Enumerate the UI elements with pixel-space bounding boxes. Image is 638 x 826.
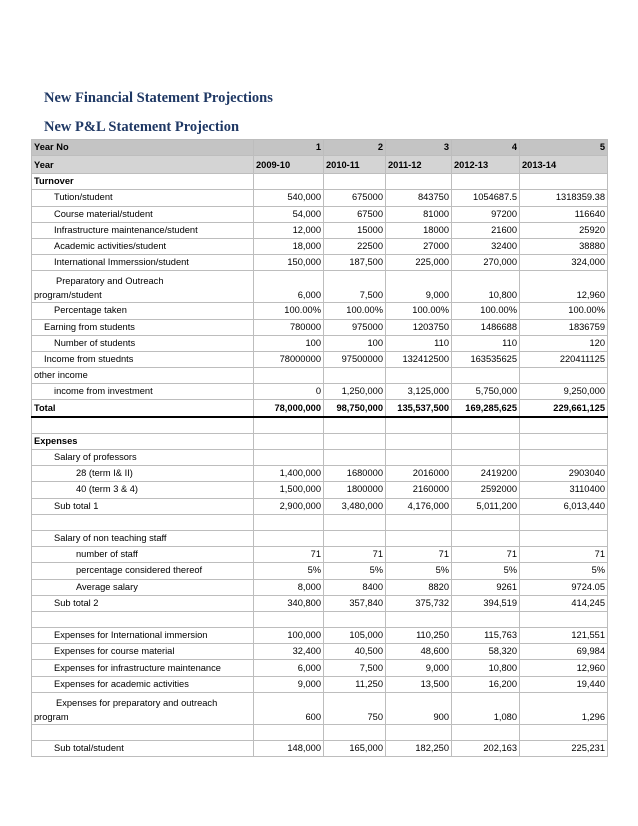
value-cell: 25920 <box>520 222 608 238</box>
row-label-line: program/student <box>34 290 102 301</box>
row-label <box>32 514 254 530</box>
value-cell: 1680000 <box>324 466 386 482</box>
value-cell: 115,763 <box>452 628 520 644</box>
value-cell: 32,400 <box>254 644 324 660</box>
value-cell: 540,000 <box>254 190 324 206</box>
row-label: Sub total 2 <box>32 595 254 611</box>
row-label-line: program <box>34 711 69 722</box>
value-cell: 15000 <box>324 222 386 238</box>
value-cell: 71 <box>254 547 324 563</box>
year-cell: 2009-10 <box>254 156 324 174</box>
value-cell: 100.00% <box>386 303 452 319</box>
value-cell <box>452 724 520 740</box>
table-row <box>32 351 608 367</box>
value-cell <box>452 368 520 384</box>
value-cell: 148,000 <box>254 741 324 757</box>
table-row <box>32 384 608 400</box>
year-no-cell: 5 <box>520 140 608 156</box>
value-cell: 357,840 <box>324 595 386 611</box>
value-cell: 12,960 <box>520 660 608 676</box>
value-cell: 5% <box>520 563 608 579</box>
value-cell: 3,480,000 <box>324 498 386 514</box>
row-label: International Immerssion/student <box>32 255 254 271</box>
value-cell <box>324 433 386 449</box>
value-cell: 5,750,000 <box>452 384 520 400</box>
value-cell: 2016000 <box>386 466 452 482</box>
table-row <box>32 660 608 676</box>
year-cell: 2013-14 <box>520 156 608 174</box>
value-cell: 182,250 <box>386 741 452 757</box>
value-cell: 100.00% <box>254 303 324 319</box>
value-cell <box>386 417 452 434</box>
value-cell <box>386 530 452 546</box>
row-label: Expenses for International immersion <box>32 628 254 644</box>
value-cell <box>324 368 386 384</box>
value-cell: 100.00% <box>452 303 520 319</box>
row-label: Number of students <box>32 335 254 351</box>
table-row <box>32 741 608 757</box>
row-label: Salary of professors <box>32 450 254 466</box>
year-row <box>32 156 608 174</box>
value-cell <box>520 174 608 190</box>
table-row <box>32 206 608 222</box>
row-label: Turnover <box>32 174 254 190</box>
value-cell <box>254 174 324 190</box>
value-cell: 78,000,000 <box>254 400 324 417</box>
table-row <box>32 579 608 595</box>
value-cell: 19,440 <box>520 676 608 692</box>
row-label: other income <box>32 368 254 384</box>
value-cell <box>254 530 324 546</box>
table-row <box>32 530 608 546</box>
value-cell <box>386 174 452 190</box>
value-cell <box>254 368 324 384</box>
value-cell <box>324 174 386 190</box>
value-cell: 67500 <box>324 206 386 222</box>
table-row <box>32 335 608 351</box>
value-cell: 3110400 <box>520 482 608 498</box>
table-row <box>32 368 608 384</box>
value-cell <box>254 514 324 530</box>
row-label: Expenses for course material <box>32 644 254 660</box>
value-cell <box>324 514 386 530</box>
value-cell: 165,000 <box>324 741 386 757</box>
value-cell: 78000000 <box>254 351 324 367</box>
value-cell <box>520 530 608 546</box>
table-row <box>32 498 608 514</box>
row-label: 40 (term 3 & 4) <box>32 482 254 498</box>
value-cell: 100,000 <box>254 628 324 644</box>
value-cell: 6,013,440 <box>520 498 608 514</box>
value-cell <box>324 724 386 740</box>
table-row <box>32 319 608 335</box>
value-cell <box>386 433 452 449</box>
value-cell: 3,125,000 <box>386 384 452 400</box>
year-cell: 2012-13 <box>452 156 520 174</box>
row-label: 28 (term I& II) <box>32 466 254 482</box>
value-cell: 202,163 <box>452 741 520 757</box>
value-cell: 5% <box>452 563 520 579</box>
section-title: New P&L Statement Projection <box>44 119 240 135</box>
value-cell: 843750 <box>386 190 452 206</box>
value-cell: 375,732 <box>386 595 452 611</box>
year-no-cell: 1 <box>254 140 324 156</box>
row-label: percentage considered thereof <box>32 563 254 579</box>
value-cell <box>520 611 608 627</box>
table-row <box>32 238 608 254</box>
value-cell <box>520 433 608 449</box>
value-cell: 121,551 <box>520 628 608 644</box>
value-cell: 9261 <box>452 579 520 595</box>
value-cell <box>324 417 386 434</box>
value-cell: 8820 <box>386 579 452 595</box>
value-cell: 58,320 <box>452 644 520 660</box>
value-cell: 110,250 <box>386 628 452 644</box>
row-label: Expenses for academic activities <box>32 676 254 692</box>
value-cell: 40,500 <box>324 644 386 660</box>
row-label <box>32 611 254 627</box>
year-no-label: Year No <box>32 140 254 156</box>
value-cell: 97500000 <box>324 351 386 367</box>
value-cell <box>386 514 452 530</box>
blank-row <box>32 417 608 434</box>
value-cell: 750 <box>324 692 386 724</box>
row-label: Sub total 1 <box>32 498 254 514</box>
value-cell <box>452 174 520 190</box>
value-cell: 1054687.5 <box>452 190 520 206</box>
value-cell: 675000 <box>324 190 386 206</box>
row-label: Expenses <box>32 433 254 449</box>
table-row <box>32 190 608 206</box>
value-cell: 1,500,000 <box>254 482 324 498</box>
year-no-cell: 3 <box>386 140 452 156</box>
value-cell: 975000 <box>324 319 386 335</box>
value-cell: 100 <box>254 335 324 351</box>
value-cell <box>254 450 324 466</box>
value-cell: 12,000 <box>254 222 324 238</box>
value-cell: 5% <box>386 563 452 579</box>
value-cell: 1486688 <box>452 319 520 335</box>
value-cell <box>386 611 452 627</box>
value-cell <box>324 611 386 627</box>
value-cell: 71 <box>386 547 452 563</box>
value-cell: 2592000 <box>452 482 520 498</box>
value-cell: 71 <box>452 547 520 563</box>
value-cell: 100.00% <box>324 303 386 319</box>
value-cell <box>452 514 520 530</box>
value-cell: 8,000 <box>254 579 324 595</box>
value-cell: 1,400,000 <box>254 466 324 482</box>
row-label: Expenses for infrastructure maintenance <box>32 660 254 676</box>
value-cell: 38880 <box>520 238 608 254</box>
value-cell: 0 <box>254 384 324 400</box>
value-cell: 1,080 <box>452 692 520 724</box>
year-label: Year <box>32 156 254 174</box>
value-cell: 4,176,000 <box>386 498 452 514</box>
value-cell: 2419200 <box>452 466 520 482</box>
value-cell <box>520 450 608 466</box>
row-label: Salary of non teaching staff <box>32 530 254 546</box>
value-cell: 135,537,500 <box>386 400 452 417</box>
value-cell <box>386 724 452 740</box>
value-cell: 340,800 <box>254 595 324 611</box>
value-cell <box>452 530 520 546</box>
table-row <box>32 595 608 611</box>
table-row <box>32 222 608 238</box>
value-cell: 110 <box>386 335 452 351</box>
value-cell: 8400 <box>324 579 386 595</box>
value-cell: 270,000 <box>452 255 520 271</box>
row-label: income from investment <box>32 384 254 400</box>
table-row <box>32 628 608 644</box>
table-row <box>32 450 608 466</box>
value-cell <box>452 611 520 627</box>
value-cell: 116640 <box>520 206 608 222</box>
row-label <box>32 271 254 303</box>
table-row <box>32 303 608 319</box>
value-cell <box>254 433 324 449</box>
page-title: New Financial Statement Projections <box>44 90 273 106</box>
value-cell: 600 <box>254 692 324 724</box>
value-cell: 10,800 <box>452 660 520 676</box>
value-cell: 1,250,000 <box>324 384 386 400</box>
value-cell <box>452 450 520 466</box>
row-label: Total <box>32 400 254 417</box>
value-cell: 105,000 <box>324 628 386 644</box>
row-label: Earning from students <box>32 319 254 335</box>
row-label: Income from stuednts <box>32 351 254 367</box>
table-row <box>32 255 608 271</box>
turnover-header-row <box>32 174 608 190</box>
row-label: Tution/student <box>32 190 254 206</box>
value-cell: 1,296 <box>520 692 608 724</box>
value-cell <box>520 724 608 740</box>
expenses-header-row <box>32 433 608 449</box>
value-cell: 9,000 <box>386 271 452 303</box>
value-cell: 71 <box>520 547 608 563</box>
value-cell: 6,000 <box>254 271 324 303</box>
value-cell <box>452 433 520 449</box>
value-cell: 98,750,000 <box>324 400 386 417</box>
value-cell: 414,245 <box>520 595 608 611</box>
value-cell: 163535625 <box>452 351 520 367</box>
table-row <box>32 271 608 303</box>
year-no-row <box>32 140 608 156</box>
value-cell <box>254 417 324 434</box>
value-cell: 22500 <box>324 238 386 254</box>
pl-projection-table <box>31 139 608 757</box>
value-cell: 2160000 <box>386 482 452 498</box>
table-row <box>32 482 608 498</box>
row-label: Academic activities/student <box>32 238 254 254</box>
table-row <box>32 547 608 563</box>
value-cell <box>452 417 520 434</box>
year-cell: 2011-12 <box>386 156 452 174</box>
value-cell: 16,200 <box>452 676 520 692</box>
value-cell: 13,500 <box>386 676 452 692</box>
year-no-cell: 4 <box>452 140 520 156</box>
value-cell: 18000 <box>386 222 452 238</box>
row-label: Percentage taken <box>32 303 254 319</box>
row-label: Sub total/student <box>32 741 254 757</box>
blank-row <box>32 611 608 627</box>
value-cell: 10,800 <box>452 271 520 303</box>
blank-row <box>32 514 608 530</box>
value-cell: 9,000 <box>386 660 452 676</box>
value-cell <box>386 368 452 384</box>
row-label: number of staff <box>32 547 254 563</box>
value-cell: 9724.05 <box>520 579 608 595</box>
value-cell: 9,250,000 <box>520 384 608 400</box>
value-cell: 220411125 <box>520 351 608 367</box>
total-row <box>32 400 608 417</box>
value-cell <box>254 724 324 740</box>
value-cell: 1318359.38 <box>520 190 608 206</box>
value-cell: 120 <box>520 335 608 351</box>
value-cell <box>386 450 452 466</box>
value-cell: 324,000 <box>520 255 608 271</box>
value-cell <box>324 530 386 546</box>
row-label <box>32 724 254 740</box>
value-cell: 187,500 <box>324 255 386 271</box>
value-cell: 1836759 <box>520 319 608 335</box>
value-cell: 1800000 <box>324 482 386 498</box>
value-cell: 97200 <box>452 206 520 222</box>
value-cell <box>254 611 324 627</box>
row-label-line: Expenses for preparatory and outreach <box>56 697 218 708</box>
value-cell: 21600 <box>452 222 520 238</box>
value-cell: 69,984 <box>520 644 608 660</box>
value-cell: 48,600 <box>386 644 452 660</box>
value-cell: 54,000 <box>254 206 324 222</box>
value-cell: 900 <box>386 692 452 724</box>
value-cell: 7,500 <box>324 660 386 676</box>
value-cell: 27000 <box>386 238 452 254</box>
value-cell: 132412500 <box>386 351 452 367</box>
value-cell: 5% <box>254 563 324 579</box>
blank-row <box>32 724 608 740</box>
table-row <box>32 466 608 482</box>
table-row <box>32 644 608 660</box>
value-cell: 5% <box>324 563 386 579</box>
row-label-line: Preparatory and Outreach <box>56 276 164 287</box>
value-cell: 169,285,625 <box>452 400 520 417</box>
value-cell <box>324 450 386 466</box>
table-row <box>32 676 608 692</box>
value-cell: 1203750 <box>386 319 452 335</box>
value-cell: 18,000 <box>254 238 324 254</box>
year-no-cell: 2 <box>324 140 386 156</box>
row-label: Infrastructure maintenance/student <box>32 222 254 238</box>
value-cell <box>520 514 608 530</box>
value-cell: 2903040 <box>520 466 608 482</box>
value-cell: 2,900,000 <box>254 498 324 514</box>
value-cell: 5,011,200 <box>452 498 520 514</box>
value-cell: 229,661,125 <box>520 400 608 417</box>
value-cell: 100.00% <box>520 303 608 319</box>
value-cell: 225,231 <box>520 741 608 757</box>
value-cell: 6,000 <box>254 660 324 676</box>
value-cell: 9,000 <box>254 676 324 692</box>
table-row <box>32 563 608 579</box>
value-cell: 12,960 <box>520 271 608 303</box>
value-cell: 394,519 <box>452 595 520 611</box>
row-label: Average salary <box>32 579 254 595</box>
value-cell: 81000 <box>386 206 452 222</box>
value-cell: 71 <box>324 547 386 563</box>
value-cell <box>520 368 608 384</box>
table-row <box>32 692 608 724</box>
value-cell: 100 <box>324 335 386 351</box>
value-cell: 150,000 <box>254 255 324 271</box>
value-cell: 225,000 <box>386 255 452 271</box>
value-cell: 7,500 <box>324 271 386 303</box>
row-label <box>32 417 254 434</box>
value-cell: 11,250 <box>324 676 386 692</box>
year-cell: 2010-11 <box>324 156 386 174</box>
value-cell: 110 <box>452 335 520 351</box>
value-cell <box>520 417 608 434</box>
row-label: Course material/student <box>32 206 254 222</box>
value-cell: 32400 <box>452 238 520 254</box>
row-label <box>32 692 254 724</box>
value-cell: 780000 <box>254 319 324 335</box>
